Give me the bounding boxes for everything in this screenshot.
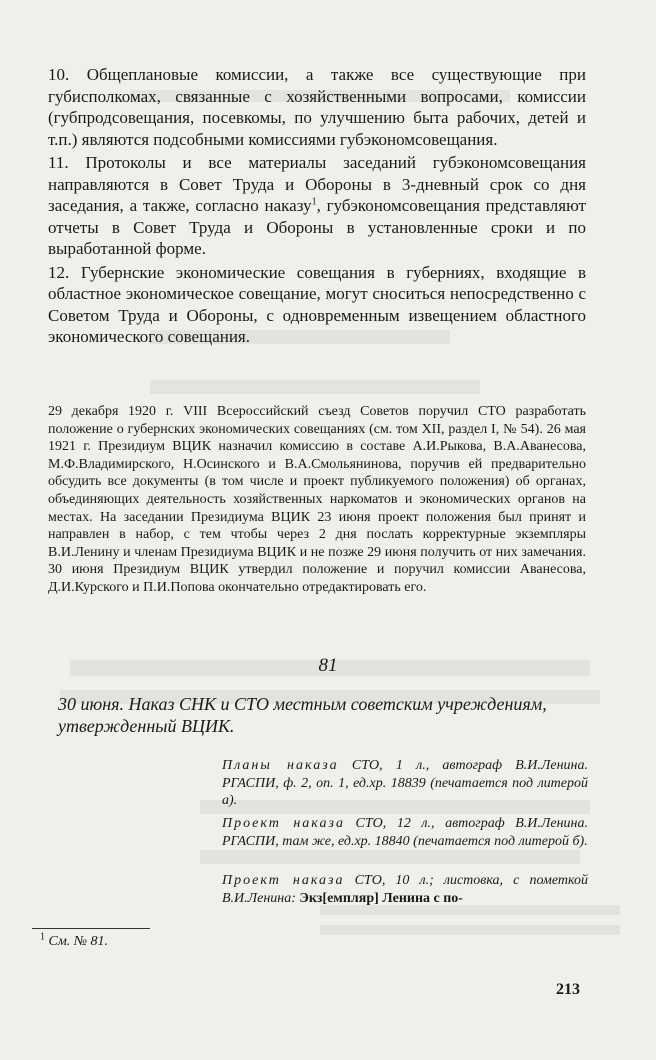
footnote-text: См. № 81. [48, 934, 108, 949]
paragraph-11 [48, 152, 586, 260]
source-2-text: СТО, 12 л., автограф В.И.Ленина. РГАСПИ, там же, ед.хр. 18840 (печатается под литерой б). [222, 816, 588, 849]
document-number: 81 [318, 655, 338, 676]
paragraph-10: 10. Общеплановые комиссии, а также все существующие при губисполкомах, связанные с хозяйственными вопросами, комиссии (губпродсовещания, посевкомы, по улучшению быта рабочих, детей и т.п.) являются подсобными комиссиями губэкономсовещания. [48, 65, 586, 149]
source-3-text: СТО, 10 л.; листовка, с пометкой В.И.Ленина: [222, 873, 588, 906]
source-3-heading: Проект наказа [222, 873, 345, 888]
footnote-divider [32, 928, 150, 929]
paragraph-11-part-a: 11. Протоколы и все материалы заседаний губэкономсовещания направляются в Совет Труда и Обороны в 3-дневный срок со дня заседания, а также, согласно наказу [48, 153, 586, 215]
footnote [40, 931, 108, 950]
paragraph-11-part-b: , губэкономсовещания представляют отчеты в Совет Труда и Обороны в установленные сроки и по выработанной форме. [48, 196, 586, 258]
footnote-ref[interactable]: 1 [311, 196, 317, 208]
page-number: 213 [556, 981, 580, 998]
footnote-mark: 1 [40, 931, 45, 943]
editorial-note: 29 декабря 1920 г. VIII Всероссийский съезд Советов поручил СТО разработать положение о губернских экономических совещаниях (см. том XII, раздел I, № 54). 26 мая 1921 г. Президиум ВЦИК назначил комиссию в составе А.И.Рыкова, В.А.Аванесова, М.Ф.Владимирского, Н.Осинского и В.А.Смольянинова, поручив ей предварительно обсудить все документы (в том числе и проект публикуемого положения) об органах, объединяющих деятельность хозяйственных наркоматов и экономических органов на местах. На заседании Президиума ВЦИК 23 июня проект положения был принят и направлен в набор, с тем чтобы через 2 дня послать корректурные экземпляры В.И.Ленину и членам Президиума ВЦИК и не позже 29 июня получить от них замечания. 30 июня Президиум ВЦИК утвердил положение и поручил комиссии Аванесова, Д.И.Курского и П.И.Попова окончательно отредактировать его. [48, 404, 586, 595]
source-3 [222, 872, 588, 907]
source-2-heading: Проект наказа [222, 816, 345, 831]
source-2 [222, 815, 588, 850]
main-text [48, 64, 586, 350]
document-title: 30 июня. Наказ СНК и СТО местным советским учреждениям, утвержденный ВЦИК. [58, 694, 547, 736]
source-1 [222, 757, 588, 810]
source-3-bold: Экз[емпляр] Ленина с по- [299, 890, 463, 906]
paragraph-12: 12. Губернские экономические совещания в губерниях, входящие в областное экономическое совещание, могут сноситься непосредственно с Советом Труда и Обороны, с одновременным извещением областного экономического совещания. [48, 262, 586, 346]
source-1-text: СТО, 1 л., автограф В.И.Ленина. РГАСПИ, ф. 2, оп. 1, ед.хр. 18839 (печатается под литерой а). [222, 758, 588, 808]
source-1-heading: Планы наказа [222, 758, 339, 773]
